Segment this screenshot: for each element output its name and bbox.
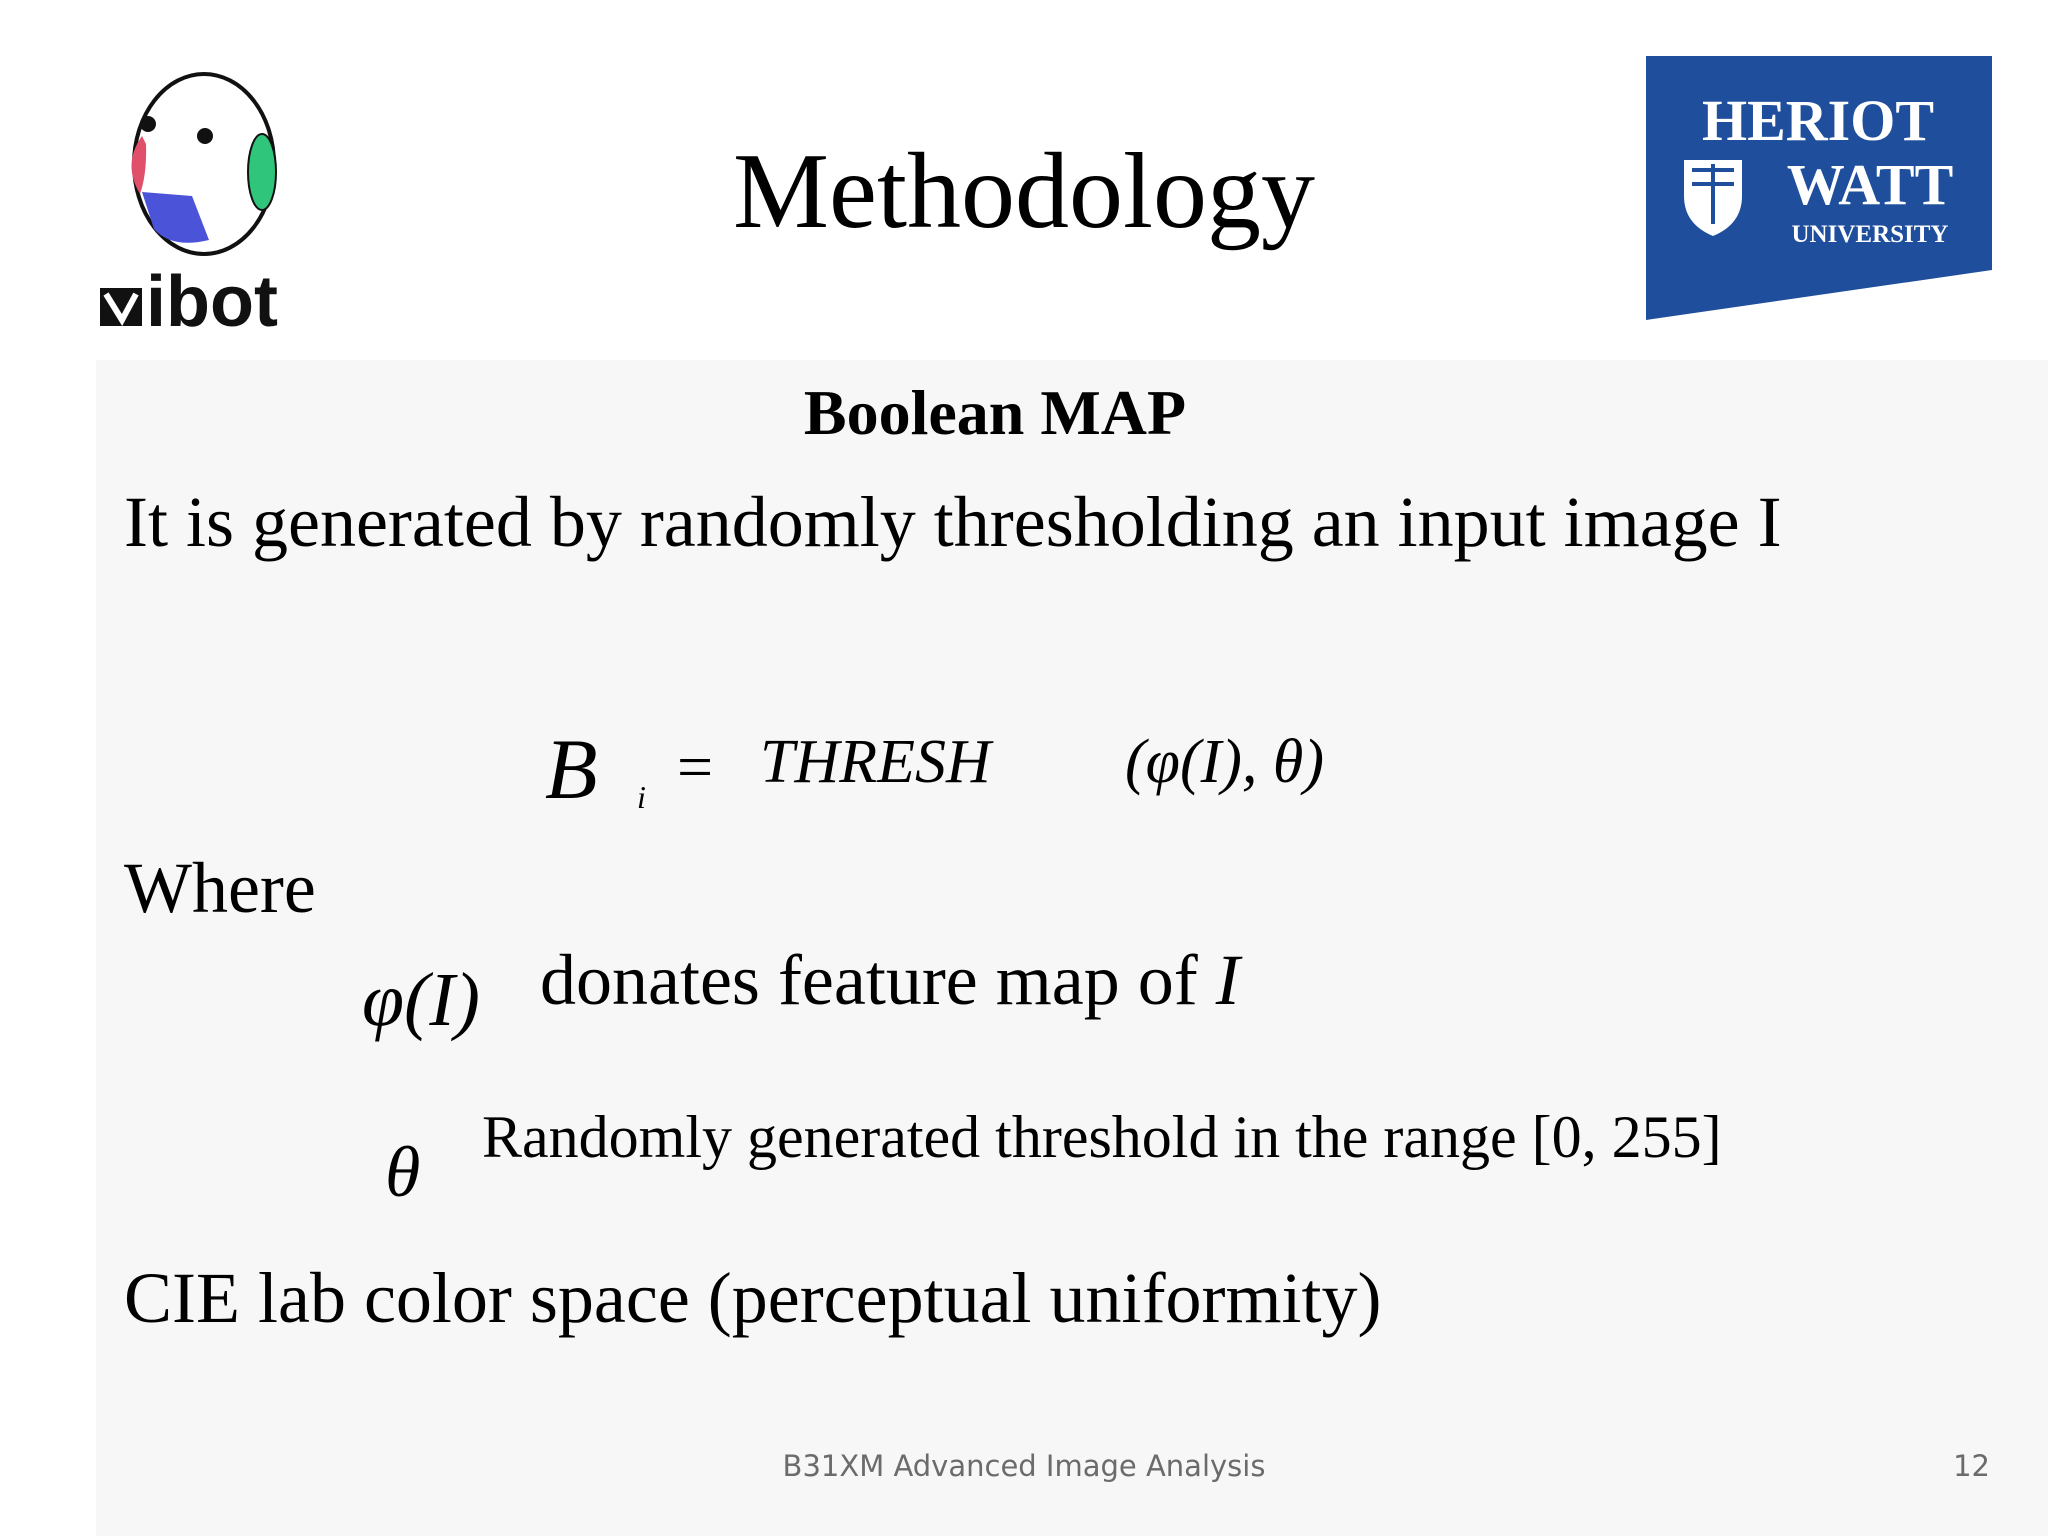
theta-symbol: θ (385, 1132, 421, 1212)
theta-definition: Randomly generated threshold in the range [0, 255] (482, 1104, 1722, 1170)
phi-definition-italic: I (1215, 940, 1240, 1020)
formula-function: THRESH (760, 728, 991, 796)
formula-arguments: (φ(I), θ) (1125, 728, 1324, 796)
intro-text: It is generated by randomly thresholding an input image I (124, 482, 1782, 562)
threshold-formula (545, 700, 1485, 830)
formula-equals: = (677, 731, 714, 802)
slide-number: 12 (1953, 1449, 1990, 1483)
svg-text:HERIOT: HERIOT (1701, 88, 1935, 153)
svg-text:WATT: WATT (1786, 152, 1954, 217)
svg-text:UNIVERSITY: UNIVERSITY (1791, 221, 1949, 248)
slide-subtitle: Boolean MAP (803, 377, 1187, 448)
where-label: Where (124, 848, 316, 928)
cie-note: CIE lab color space (perceptual uniformity) (124, 1258, 1382, 1338)
formula-lhs: B (545, 721, 598, 817)
phi-definition-text: donates feature map of (540, 940, 1216, 1020)
footer-course: B31XM Advanced Image Analysis (782, 1449, 1266, 1483)
phi-symbol: φ(I) (362, 958, 480, 1042)
vibot-wordmark (100, 262, 278, 342)
svg-text:ibot: ibot (146, 262, 278, 342)
slide-title: Methodology (733, 132, 1315, 251)
formula-subscript: i (637, 779, 646, 815)
phi-definition (540, 938, 1240, 1022)
